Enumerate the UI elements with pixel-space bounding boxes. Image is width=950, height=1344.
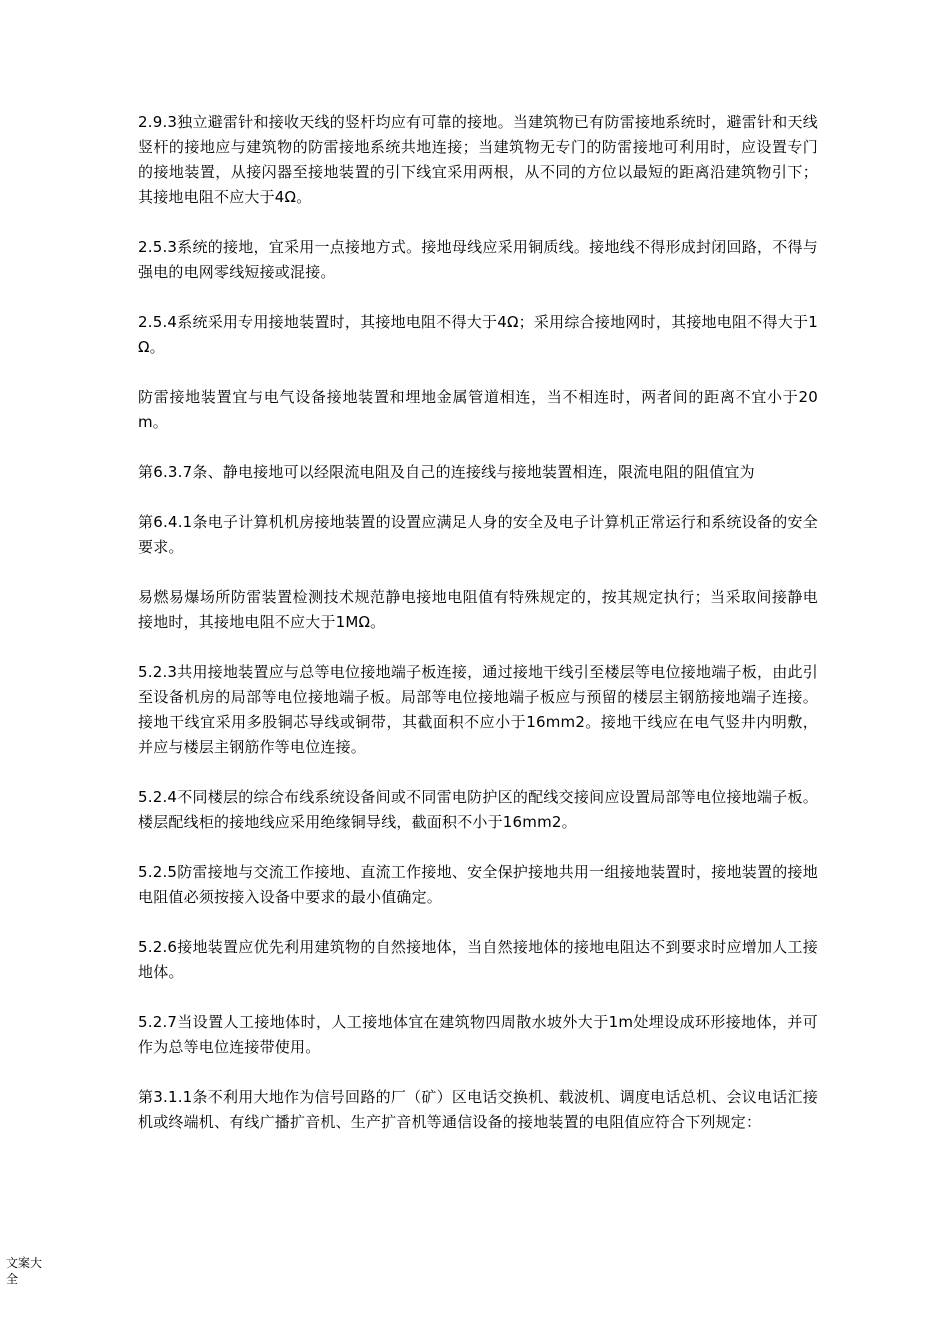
paragraph-5-2-7: 5.2.7当设置人工接地体时，人工接地体宜在建筑物四周散水坡外大于1m处埋设成环形接地体，并可作为总等电位连接带使用。 (138, 1013, 818, 1056)
document-body (138, 110, 818, 1160)
paragraph-2-9-3: 2.9.3独立避雷针和接收天线的竖杆均应有可靠的接地。当建筑物已有防雷接地系统时，避雷针和天线竖杆的接地应与建筑物的防雷接地系统共地连接；当建筑物无专门的防雷接地可利用时，应设置专门的接地装置，从接闪器至接地装置的引下线宜采用两根，从不同的方位以最短的距离沿建筑物引下；其接地电阻不应大于4Ω。 (138, 113, 818, 206)
paragraph-3-1-1: 第3.1.1条不利用大地作为信号回路的厂（矿）区电话交换机、载波机、调度电话总机、会议电话汇接机或终端机、有线广播扩音机、生产扩音机等通信设备的接地装置的电阻值应符合下列规定： (138, 1088, 818, 1131)
paragraph-6-3-7: 第6.3.7条、静电接地可以经限流电阻及自己的连接线与接地装置相连，限流电阻的阻值宜为 (138, 463, 755, 481)
paragraph-explosive-sites: 易燃易爆场所防雷装置检测技术规范静电接地电阻值有特殊规定的，按其规定执行；当采取间接静电接地时，其接地电阻不应大于1MΩ。 (138, 588, 818, 631)
paragraph-lightning-grounding: 防雷接地装置宜与电气设备接地装置和埋地金属管道相连，当不相连时，两者间的距离不宜小于20m。 (138, 388, 818, 431)
paragraph-6-4-1: 第6.4.1条电子计算机机房接地装置的设置应满足人身的安全及电子计算机正常运行和系统设备的安全要求。 (138, 513, 818, 556)
paragraph-5-2-6: 5.2.6接地装置应优先利用建筑物的自然接地体，当自然接地体的接地电阻达不到要求时应增加人工接地体。 (138, 938, 818, 981)
paragraph-5-2-3: 5.2.3共用接地装置应与总等电位接地端子板连接，通过接地干线引至楼层等电位接地端子板，由此引至设备机房的局部等电位接地端子板。局部等电位接地端子板应与预留的楼层主钢筋接地端子连接。接地干线宜采用多股铜芯导线或铜带，其截面积不应小于16mm2。接地干线应在电气竖井内明敷，并应与楼层主钢筋作等电位连接。 (138, 663, 818, 756)
footer-label: 文案大全 (6, 1256, 43, 1286)
paragraph-5-2-5: 5.2.5防雷接地与交流工作接地、直流工作接地、安全保护接地共用一组接地装置时，接地装置的接地电阻值必须按接入设备中要求的最小值确定。 (138, 863, 818, 906)
paragraph-2-5-4: 2.5.4系统采用专用接地装置时，其接地电阻不得大于4Ω；采用综合接地网时，其接地电阻不得大于1Ω。 (138, 313, 818, 356)
paragraph-5-2-4: 5.2.4不同楼层的综合布线系统设备间或不同雷电防护区的配线交接间应设置局部等电位接地端子板。楼层配线柜的接地线应采用绝缘铜导线，截面积不小于16mm2。 (138, 788, 818, 831)
paragraph-2-5-3: 2.5.3系统的接地，宜采用一点接地方式。接地母线应采用铜质线。接地线不得形成封闭回路，不得与强电的电网零线短接或混接。 (138, 238, 818, 281)
